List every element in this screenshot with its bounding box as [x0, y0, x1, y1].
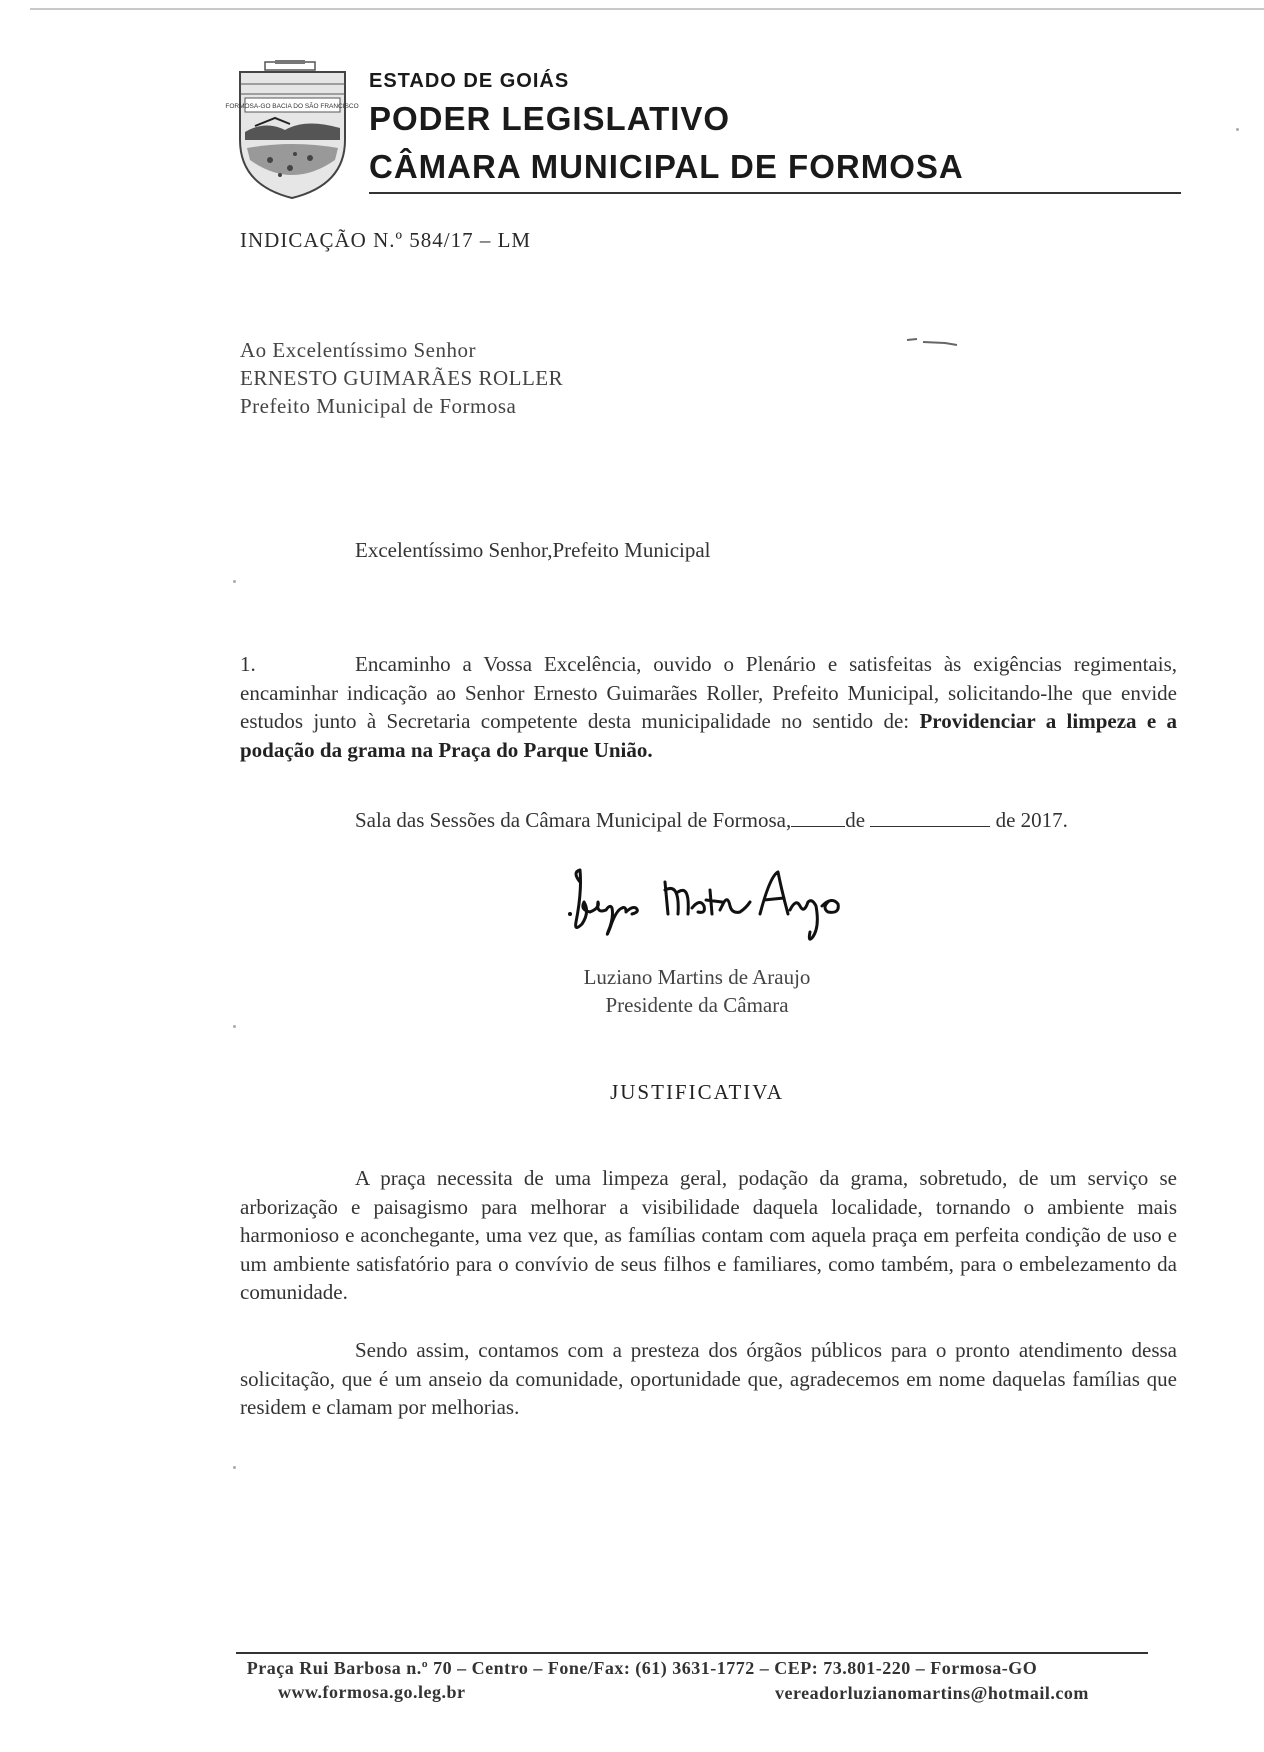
session-prefix: Sala das Sessões da Câmara Municipal de Formosa, — [355, 808, 792, 832]
scan-speck — [233, 580, 236, 583]
addressee-name: ERNESTO GUIMARÃES ROLLER — [240, 366, 564, 390]
scan-speck — [233, 1025, 236, 1028]
request-subject: Providenciar a limpeza e a podação da grama na Praça do Parque União. — [240, 709, 1178, 762]
request-text: Encaminho a Vossa Excelência, ouvido o Plenário e satisfeitas às exigências regimentais, encaminhar indicação ao Senhor Ernesto Guimarães Roller, Prefeito Municipal, solicitando-lhe que envide estudos junto à Secretaria competente desta municipalidade no sentido de: — [240, 652, 1177, 733]
day-blank — [791, 808, 845, 827]
footer-website: www.formosa.go.leg.br — [278, 1682, 466, 1702]
header-legislative-power: PODER LEGISLATIVO — [369, 100, 731, 137]
footer-address: Praça Rui Barbosa n.º 70 – Centro – Fone/Fax: (61) 3631-1772 – CEP: 73.801-220 – Formosa-GO — [246, 1658, 1038, 1678]
item-number: 1. — [240, 652, 256, 676]
request-paragraph — [240, 650, 1177, 764]
session-line — [355, 808, 1068, 833]
header-state: ESTADO DE GOIÁS — [369, 70, 570, 92]
signer-role: Presidente da Câmara — [605, 993, 789, 1017]
footer-divider — [236, 1652, 1148, 1654]
scan-top-edge — [30, 8, 1264, 10]
header-divider — [369, 192, 1181, 194]
justification-paragraph-1: A praça necessita de uma limpeza geral, podação da grama, sobretudo, de um serviço se arborização e paisagismo para melhorar a visibilidade daquela localidade, tornando o ambiente mais harmonioso e aconchegante, uma vez que, as famílias contam com aquela praça em perfeita condição de uso e um ambiente satisfatório para o convívio de seus filhos e familiares, como também, para o embelezamento da comunidade. — [240, 1166, 1177, 1304]
crest-inscription: FORMOSA-GO BACIA DO SÃO FRANCISCO — [225, 103, 359, 110]
scan-mark — [905, 336, 965, 348]
scan-speck — [1236, 128, 1239, 131]
session-de: de — [845, 808, 866, 832]
scan-speck — [233, 1466, 236, 1469]
addressee-line-1: Ao Excelentíssimo Senhor — [240, 338, 476, 362]
handwritten-signature — [560, 862, 860, 950]
justification-title: JUSTIFICATIVA — [610, 1080, 784, 1104]
salutation: Excelentíssimo Senhor,Prefeito Municipal — [355, 538, 711, 562]
month-blank — [870, 808, 990, 827]
document-number: INDICAÇÃO N.º 584/17 – LM — [240, 228, 532, 252]
signer-name: Luziano Martins de Araujo — [583, 965, 811, 989]
addressee-title: Prefeito Municipal de Formosa — [240, 394, 517, 418]
footer-email: vereadorluzianomartins@hotmail.com — [775, 1683, 1089, 1703]
header-municipal-chamber: CÂMARA MUNICIPAL DE FORMOSA — [369, 148, 964, 185]
justification-paragraph-2: Sendo assim, contamos com a presteza dos órgãos públicos para o pronto atendimento dessa solicitação, que é um anseio da comunidade, oportunidade que, agradecemos em nome daquelas famílias que residem e clamam por melhorias. — [240, 1338, 1177, 1419]
session-year: de 2017. — [995, 808, 1068, 832]
municipal-crest-icon — [225, 60, 359, 200]
